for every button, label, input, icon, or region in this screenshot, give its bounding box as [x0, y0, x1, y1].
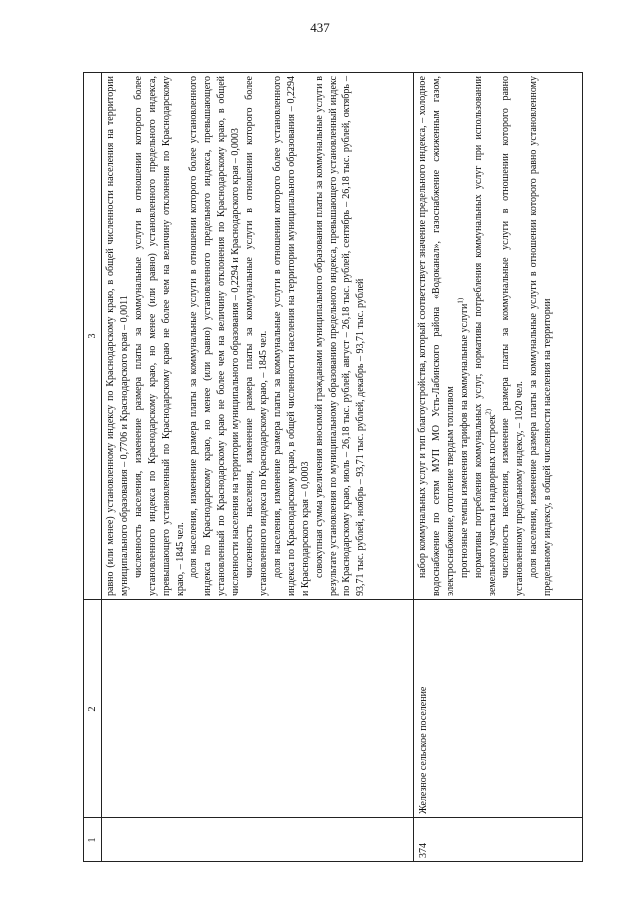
column-divider: [83, 599, 583, 600]
page-number: 437: [310, 20, 330, 35]
table-row-continuation: [102, 72, 414, 862]
description-cell: [102, 72, 368, 600]
column-divider: [83, 817, 583, 818]
description-cell: [414, 72, 555, 600]
paragraph: доля населения, изменение размера платы за коммунальные услуги в отношении которого более установленного индекса по Краснодарскому краю, в общей численности населения на территории муниципального образования – 0,2294 и Краснодарского края – 0,0003: [271, 76, 311, 596]
table-border-top: [83, 72, 84, 862]
footnote-mark: 2): [484, 408, 493, 415]
header-col-1: 1: [87, 837, 98, 843]
paragraph-text: нормативы потребления коммунальных услуг, нормативы потребления коммунальных услуг при использовании земельного участка и надворных построек: [472, 76, 498, 596]
table-border-right: [83, 72, 583, 73]
paragraph: численность населения, изменение размера платы за коммунальные услуги в отношении которого более установленного индекса по Краснодарскому краю, – 1845 чел.: [244, 76, 269, 596]
footnote-mark: 1): [456, 297, 465, 304]
header-col-3: 3: [87, 333, 98, 339]
table-row-374: [414, 72, 583, 862]
paragraph: совокупная сумма увеличения вносимой гражданами муниципального образования платы за коммунальные услуги в результате установления по муниципальному образованию предельного индекса, превышающего установленный индекс по Краснодарскому краю, июль – 26,18 тыс. рублей, август – 26,18 тыс. рублей, сентябрь – 26,18 тыс. рублей, октябрь – 93,71 тыс. рублей, ноябрь – 93,71 тыс. рублей, декабрь – 93,71 тыс. рублей: [313, 76, 367, 596]
paragraph: численность населения, изменение размера платы за коммунальные услуги в отношении которого равно установленному предельному индексу, – 1020 чел.: [500, 76, 526, 596]
paragraph: [472, 76, 500, 596]
paragraph-text: прогнозные темпы изменения тарифов на коммунальные услуги: [458, 303, 470, 578]
paragraph: численность населения, изменение размера платы за коммунальные услуги в отношении которого более установленного индекса по Краснодарскому краю, но менее (или равно) установленного предельного индекса, превышающего установленный по Краснодарскому краю не более чем на величину отклонения по Краснодарскому краю, – 1845 чел.: [132, 76, 186, 596]
paragraph: доля населения, изменение размера платы за коммунальные услуги в отношении которого равно установленному предельному индексу, в общей численности населения на территории: [528, 76, 554, 596]
paragraph: набор коммунальных услуг и тип благоустройства, который соответствует значение предельного индекса, – холодное водоснабжение по сетям МУП МО Усть-Лабинского района «Водоканал», газоснабжение сжиженным газом, электроснабжение, отопление твердым топливом: [417, 76, 456, 596]
header-col-2: 2: [87, 706, 98, 712]
settlement-cell: Железное сельское поселение: [418, 686, 429, 814]
paragraph: доля населения, изменение размера платы за коммунальные услуги в отношении которого более установленного индекса по Краснодарскому краю, но менее (или равно) установленного предельного индекса, превышающего установленный по Краснодарскому краю не более чем на величину отклонения по Краснодарскому краю, в общей численности населения на территории муниципального образования – 0,2294 и Краснодарского края – 0,0003: [188, 76, 242, 596]
row-number-cell: 374: [418, 843, 429, 858]
rotated-table: [83, 72, 583, 862]
paragraph: [458, 76, 472, 596]
table-border-left: [83, 861, 583, 862]
paragraph: равно (или менее) установленному индексу по Краснодарскому краю, в общей численности населения на территории муниципального образования – 0,7706 и Краснодарского края – 0,0011: [105, 76, 130, 596]
table-header-row: [83, 72, 102, 862]
